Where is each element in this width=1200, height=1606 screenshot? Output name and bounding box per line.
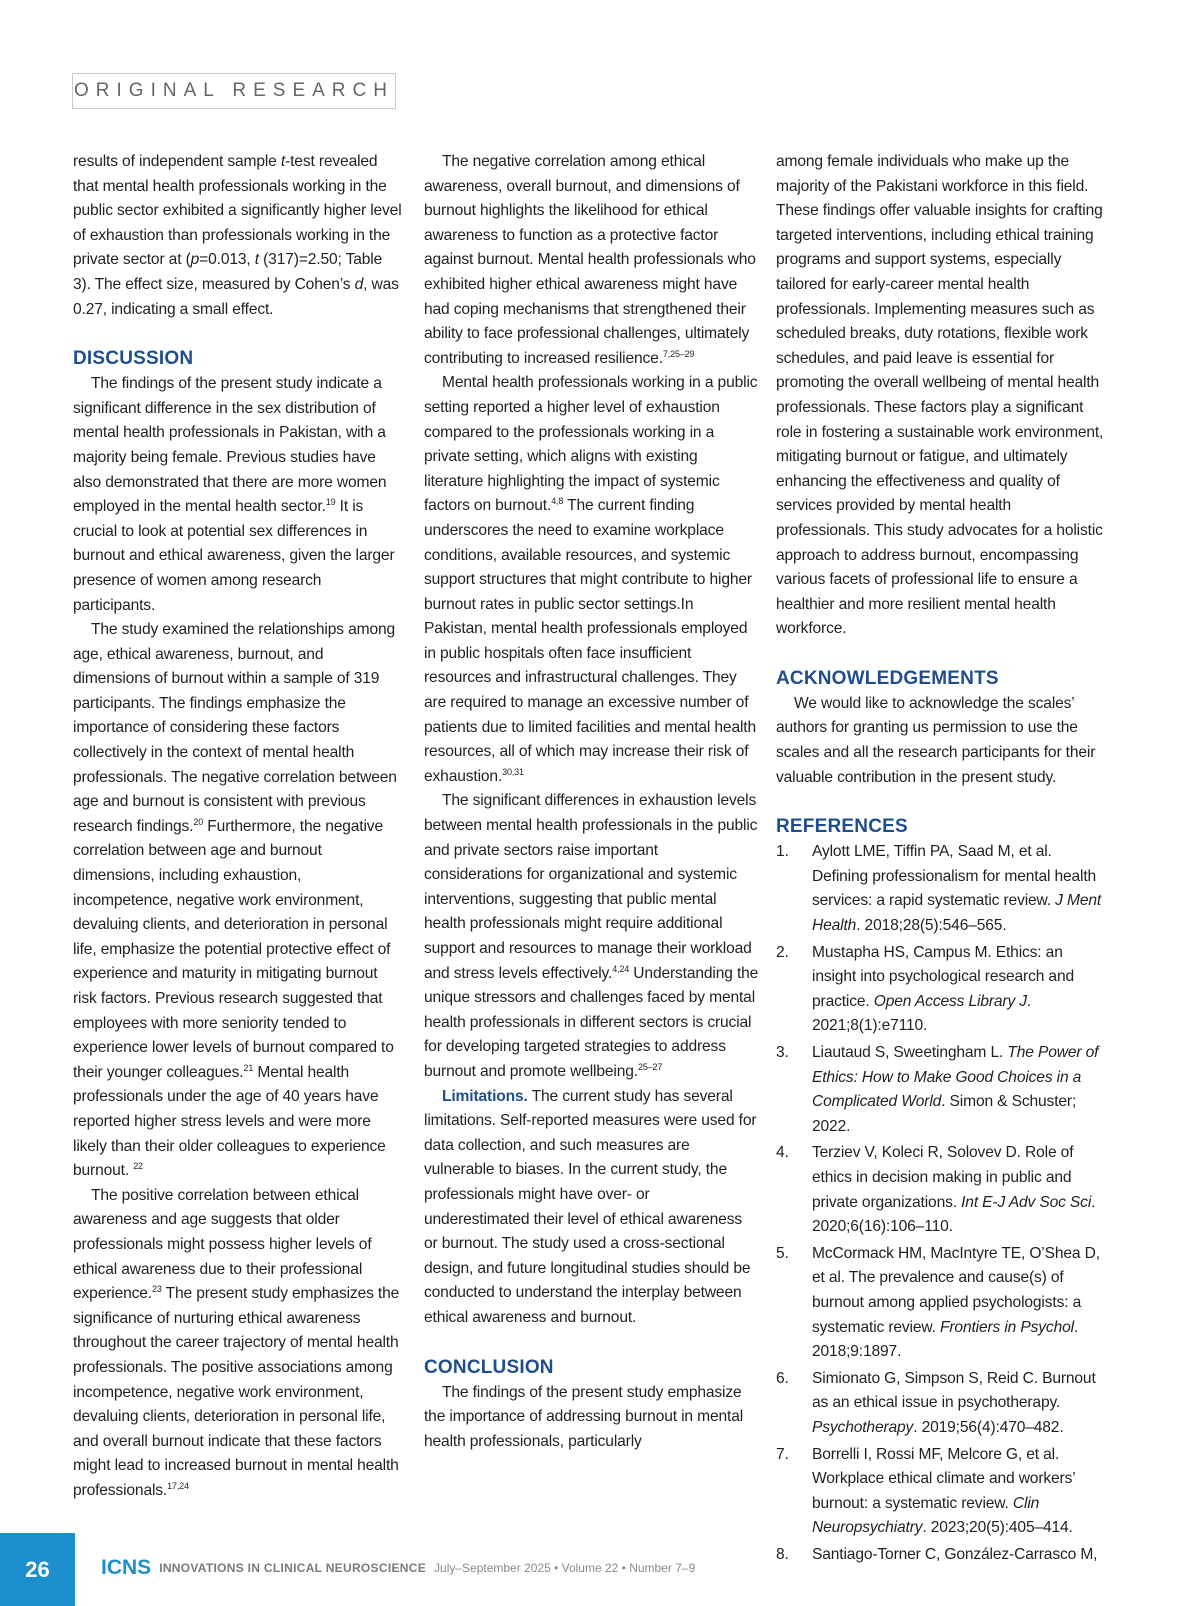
reference-item: 6. Simionato G, Simpson S, Reid C. Burnout as an ethical issue in psychotherapy. Psychotherapy. 2019;56(4):470–482. <box>776 1369 1096 1436</box>
discussion-paragraph-5: Mental health professionals working in a public setting reported a higher level of exhaustion compared to the professionals working in a private setting, which aligns with existing literature highlighting the impact of systemic factors on burnout.$^{4,8}$ The current finding underscores the need to examine workplace conditions, available resources, and systemic support structures that might contribute to higher burnout rates in public sector settings.In Pakistan, mental health professionals employed in public hospitals often face insufficient resources and infrastructural challenges. They are required to manage an excessive number of patients due to limited facilities and mental health resources, all of which may increase their risk of exhaustion.$^{30,31}$ <box>424 374 758 785</box>
discussion-paragraph-3: The positive correlation between ethical awareness and age suggests that older professionals might possess higher levels of ethical awareness due to their professional experience.$^{23}$ The present study emphasizes the significance of nurturing ethical awareness throughout the career trajectory of mental health professionals. The positive associations among incompetence, negative work environment, devaluing clients, deterioration in personal life, and overall burnout indicate that these factors might lead to increased burnout in mental health professionals.$^{17,24}$ <box>73 1186 400 1499</box>
discussion-paragraph-4: The negative correlation among ethical awareness, overall burnout, and dimensions of burnout highlights the likelihood for ethical awareness to function as a protective factor against burnout. Mental health professionals who exhibited higher ethical awareness might have had coping mechanisms that strengthened their ability to face professional challenges, ultimately contributing to increased resilience.$^{7,25-29}$ <box>424 153 756 367</box>
column-2 <box>424 150 759 1454</box>
conclusion-heading: CONCLUSION <box>424 1356 554 1378</box>
reference-item: 3. Liautaud S, Sweetingham L. The Power of Ethics: How to Make Good Choices in a Complicated World. Simon & Schuster; 2022. <box>776 1044 1099 1135</box>
reference-item: 4. Terziev V, Koleci R, Solovev D. Role of ethics in decision making in public and private organizations. Int E-J Adv Soc Sci. 2020;6(16):106–110. <box>776 1144 1096 1236</box>
reference-item: 5. McCormack HM, MacIntyre TE, O’Shea D, et al. The prevalence and cause(s) of burnout among applied psychologists: a systematic review. Frontiers in Psychol. 2018;9:1897. <box>776 1244 1100 1361</box>
conclusion-paragraph: The findings of the present study emphasize the importance of addressing burnout in mental health professionals, particularly <box>424 1383 744 1450</box>
reference-list <box>776 840 1106 1567</box>
section-label: ORIGINAL RESEARCH <box>72 73 396 109</box>
reference-item: 2. Mustapha HS, Campus M. Ethics: an insight into psychological research and practice. Open Access Library J. 2021;8(1):e7110. <box>776 943 1075 1035</box>
footer-journal-line <box>101 1556 695 1580</box>
acknowledgements-heading: ACKNOWLEDGEMENTS <box>776 667 999 689</box>
column-3 <box>776 150 1106 1569</box>
issue-info: July–September 2025 • Volume 22 • Number 7–9 <box>434 1561 696 1575</box>
discussion-paragraph-6: The significant differences in exhaustion levels between mental health professionals in the public and private sectors raise important considerations for organizational and systemic interventions, suggesting that public mental health professionals might require additional support and resources to manage their workload and stress levels effectively.$^{4,24}$ Understanding the unique stressors and challenges faced by mental health professionals in different sectors is crucial for developing targeted strategies to address burnout and promote wellbeing.$^{25-27}$ <box>424 792 759 1080</box>
discussion-paragraph-1: The findings of the present study indicate a significant difference in the sex distribution of mental health professionals in Pakistan, with a majority being female. Previous studies have also demonstrated that there are more women employed in the mental health sector.$^{19}$ It is crucial to look at potential sex differences in burnout and ethical awareness, given the larger presence of women among research participants. <box>73 375 395 614</box>
reference-item: 1. Aylott LME, Tiffin PA, Saad M, et al. Defining professionalism for mental health services: a rapid systematic review. J Ment Health. 2018;28(5):546–565. <box>776 843 1102 935</box>
limitations-paragraph: Limitations. The current study has several limitations. Self-reported measures were used for data collection, and such measures are vulnerable to biases. In the current study, the professionals might have over- or underestimated their level of ethical awareness or burnout. The study used a cross-sectional design, and future longitudinal studies should be conducted to understand the interplay between ethical awareness and burnout. <box>424 1087 757 1326</box>
acknowledgements-paragraph: We would like to acknowledge the scales’ authors for granting us permission to use the scales and all the research participants for their valuable contribution in the present study. <box>776 694 1096 786</box>
references-heading: REFERENCES <box>776 816 908 838</box>
journal-name: INNOVATIONS IN CLINICAL NEUROSCIENCE <box>159 1561 427 1575</box>
conclusion-continued-paragraph: among female individuals who make up the majority of the Pakistani workforce in this field. These findings offer valuable insights for crafting targeted interventions, including ethical training programs and support systems, especially tailored for early-career mental health professionals. Implementing measures such as scheduled breaks, duty rotations, flexible work schedules, and paid leave is essential for promoting the overall wellbeing of mental health professionals. These factors play a significant role in fostering a sustainable work environment, mitigating burnout or fatigue, and ultimately enhancing the effectiveness and quality of services provided by mental health professionals. This study advocates for a holistic approach to address burnout, encompassing various facets of professional life to ensure a healthier and more resilient mental health workforce. <box>776 153 1104 638</box>
column-1 <box>73 150 403 1503</box>
limitations-label: Limitations. <box>442 1087 528 1105</box>
results-paragraph: results of independent sample t-test revealed that mental health professionals working in the public sector exhibited a significantly higher level of exhaustion than professionals working in the private sector at (p=0.013, t (317)=2.50; Table 3). The effect size, measured by Cohen’s d, was 0.27, indicating a small effect. <box>73 153 402 318</box>
discussion-paragraph-2: The study examined the relationships among age, ethical awareness, burnout, and dimensions of burnout within a sample of 319 participants. The findings emphasize the importance of considering these factors collectively in the context of mental health professionals. The negative correlation between age and burnout is consistent with previous research findings.$^{20}$ Furthermore, the negative correlation between age and burnout dimensions, including exhaustion, incompetence, negative work environment, devaluing clients, and deterioration in personal life, emphasize the potential protective effect of experience and maturity in mitigating burnout risk factors. Previous research suggested that employees with more seniority tended to experience lower levels of burnout compared to their younger colleagues.$^{21}$ Mental health professionals under the age of 40 years have reported higher stress levels and were more likely than their older colleagues to experience burnout. $^{22}$ <box>73 621 397 1180</box>
reference-item: 8. Santiago-Torner C, González-Carrasco M, <box>776 1545 1098 1563</box>
reference-item: 7. Borrelli I, Rossi MF, Melcore G, et al. Workplace ethical climate and workers’ burnout: a systematic review. Clin Neuropsychiatry. 2023;20(5):405–414. <box>776 1445 1075 1537</box>
page-number: 26 <box>0 1533 75 1606</box>
discussion-heading: DISCUSSION <box>73 348 194 370</box>
journal-logo: ICNS <box>101 1556 152 1579</box>
